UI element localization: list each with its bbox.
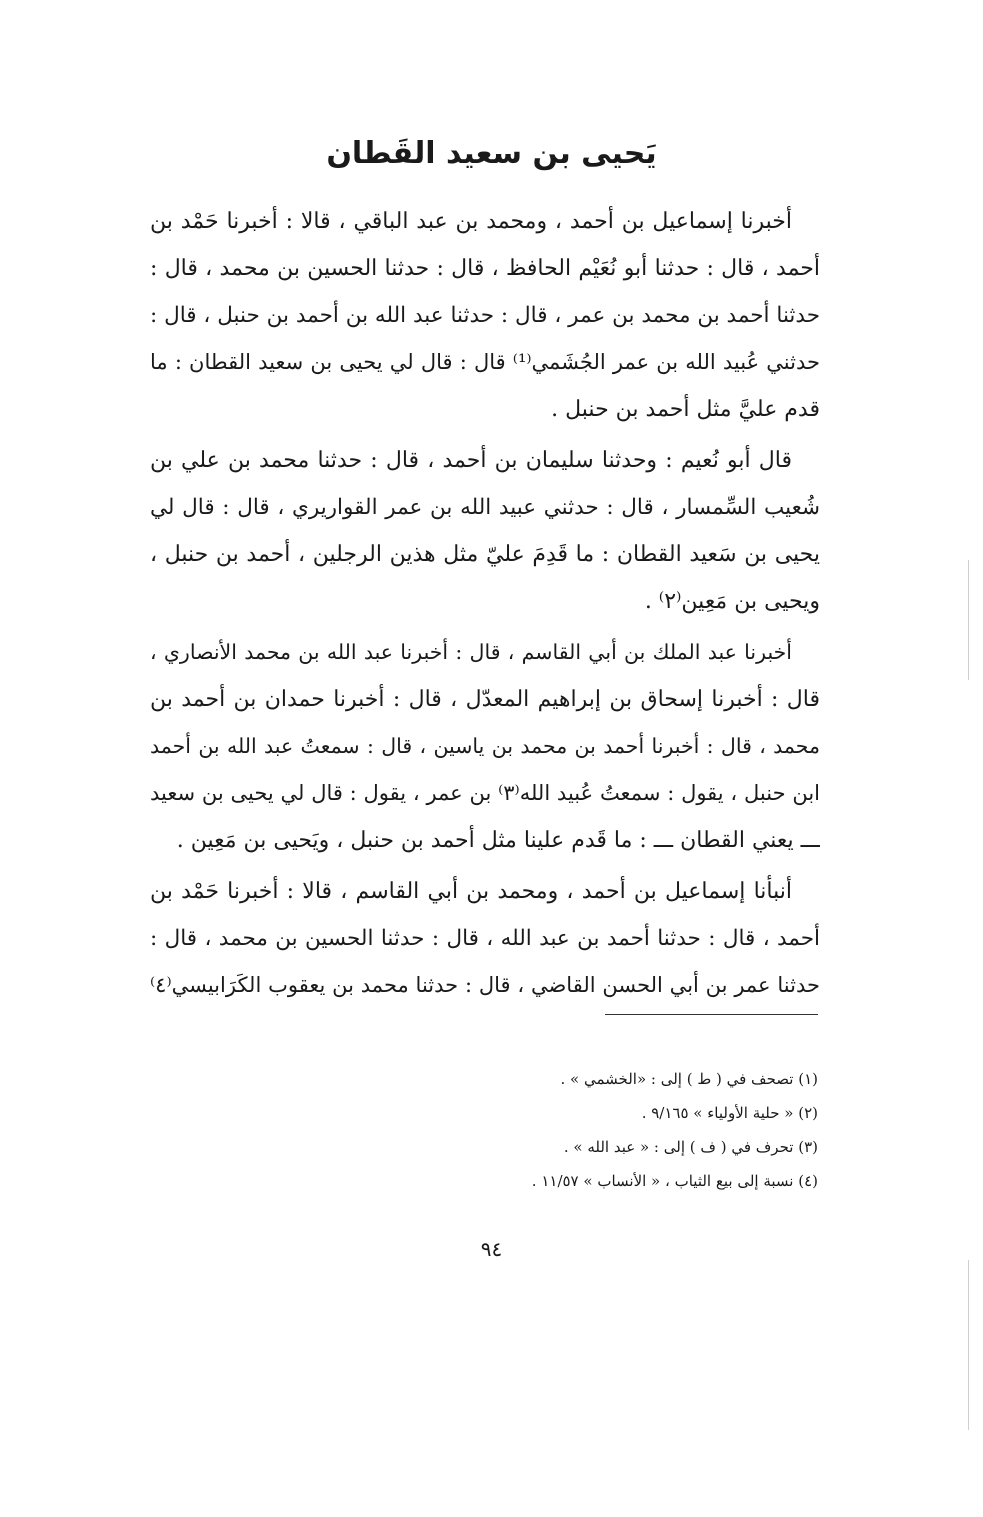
text-line: أخبرنا إسماعيل بن أحمد ، ومحمد بن عبد الباقي ، قالا : أخبرنا حَمْد بن bbox=[150, 209, 792, 234]
footnote: (٤) نسبة إلى بيع الثياب ، « الأنساب » ١١/٥٧ . bbox=[531, 1172, 818, 1190]
text-line: أخبرنا عبد الملك بن أبي القاسم ، قال : أخبرنا عبد الله بن محمد الأنصاري ، bbox=[150, 640, 792, 664]
page-title: يَحيى بن سعيد القَطان bbox=[326, 136, 657, 171]
text-line: حدثنا أحمد بن محمد بن عمر ، قال : حدثنا عبد الله بن أحمد بن حنبل ، قال : bbox=[150, 303, 820, 328]
text-line: حدثني عُبيد الله بن عمر الجُشَمي⁽¹⁾ قال : قال لي يحيى بن سعيد القطان : ما bbox=[150, 350, 820, 374]
footnote: (١) تصحف في ( ط ) إلى : «الخشمي » . bbox=[560, 1070, 818, 1088]
footnote: (٣) تحرف في ( ف ) إلى : « عبد الله » . bbox=[563, 1138, 818, 1156]
footnotes bbox=[400, 1062, 818, 1198]
text-line: محمد ، قال : أخبرنا أحمد بن محمد بن ياسين ، قال : سمعتُ عبد الله بن أحمد bbox=[150, 734, 820, 758]
text-line: أحمد ، قال : حدثنا أبو نُعَيْم الحافظ ، قال : حدثنا الحسين بن محمد ، قال : bbox=[150, 256, 820, 281]
paragraph bbox=[150, 198, 820, 433]
footnote-separator bbox=[605, 1014, 818, 1015]
text-line: قال أبو نُعيم : وحدثنا سليمان بن أحمد ، قال : حدثنا محمد بن علي بن bbox=[150, 448, 792, 473]
text-line: شُعيب السِّمسار ، قال : حدثني عبيد الله بن عمر القواريري ، قال : قال لي bbox=[150, 495, 820, 520]
paragraph bbox=[150, 629, 820, 864]
scan-edge-mark bbox=[968, 1260, 969, 1430]
text-line: ويحيى بن مَعِين⁽٢⁾ . bbox=[644, 589, 820, 614]
main-text bbox=[150, 198, 820, 1013]
text-line: ـــ يعني القطان ـــ : ما قَدم علينا مثل أحمد بن حنبل ، ويَحيى بن مَعِين . bbox=[176, 828, 820, 853]
page-number: ٩٤ bbox=[480, 1237, 503, 1261]
text-line: أنبأنا إسماعيل بن أحمد ، ومحمد بن أبي القاسم ، قالا : أخبرنا حَمْد بن bbox=[150, 879, 792, 904]
text-line: قدم عليَّ مثل أحمد بن حنبل . bbox=[551, 397, 820, 422]
paragraph bbox=[150, 868, 820, 1009]
paragraph bbox=[150, 437, 820, 625]
scan-edge-mark bbox=[968, 560, 969, 680]
footnote: (٢) « حلية الأولياء » ٩/١٦٥ . bbox=[641, 1104, 818, 1122]
text-line: قال : أخبرنا إسحاق بن إبراهيم المعدّل ، قال : أخبرنا حمدان بن أحمد بن bbox=[150, 687, 820, 712]
text-line: يحيى بن سَعيد القطان : ما قَدِمَ عليّ مثل هذين الرجلين ، أحمد بن حنبل ، bbox=[150, 542, 820, 567]
text-line: ابن حنبل ، يقول : سمعتُ عُبيد الله⁽٣⁾ بن عمر ، يقول : قال لي يحيى بن سعيد bbox=[150, 781, 820, 805]
text-line: أحمد ، قال : حدثنا أحمد بن عبد الله ، قال : حدثنا الحسين بن محمد ، قال : bbox=[150, 926, 820, 951]
text-line: حدثنا عمر بن أبي الحسن القاضي ، قال : حدثنا محمد بن يعقوب الكَرَابيسي⁽٤⁾ bbox=[150, 973, 820, 997]
